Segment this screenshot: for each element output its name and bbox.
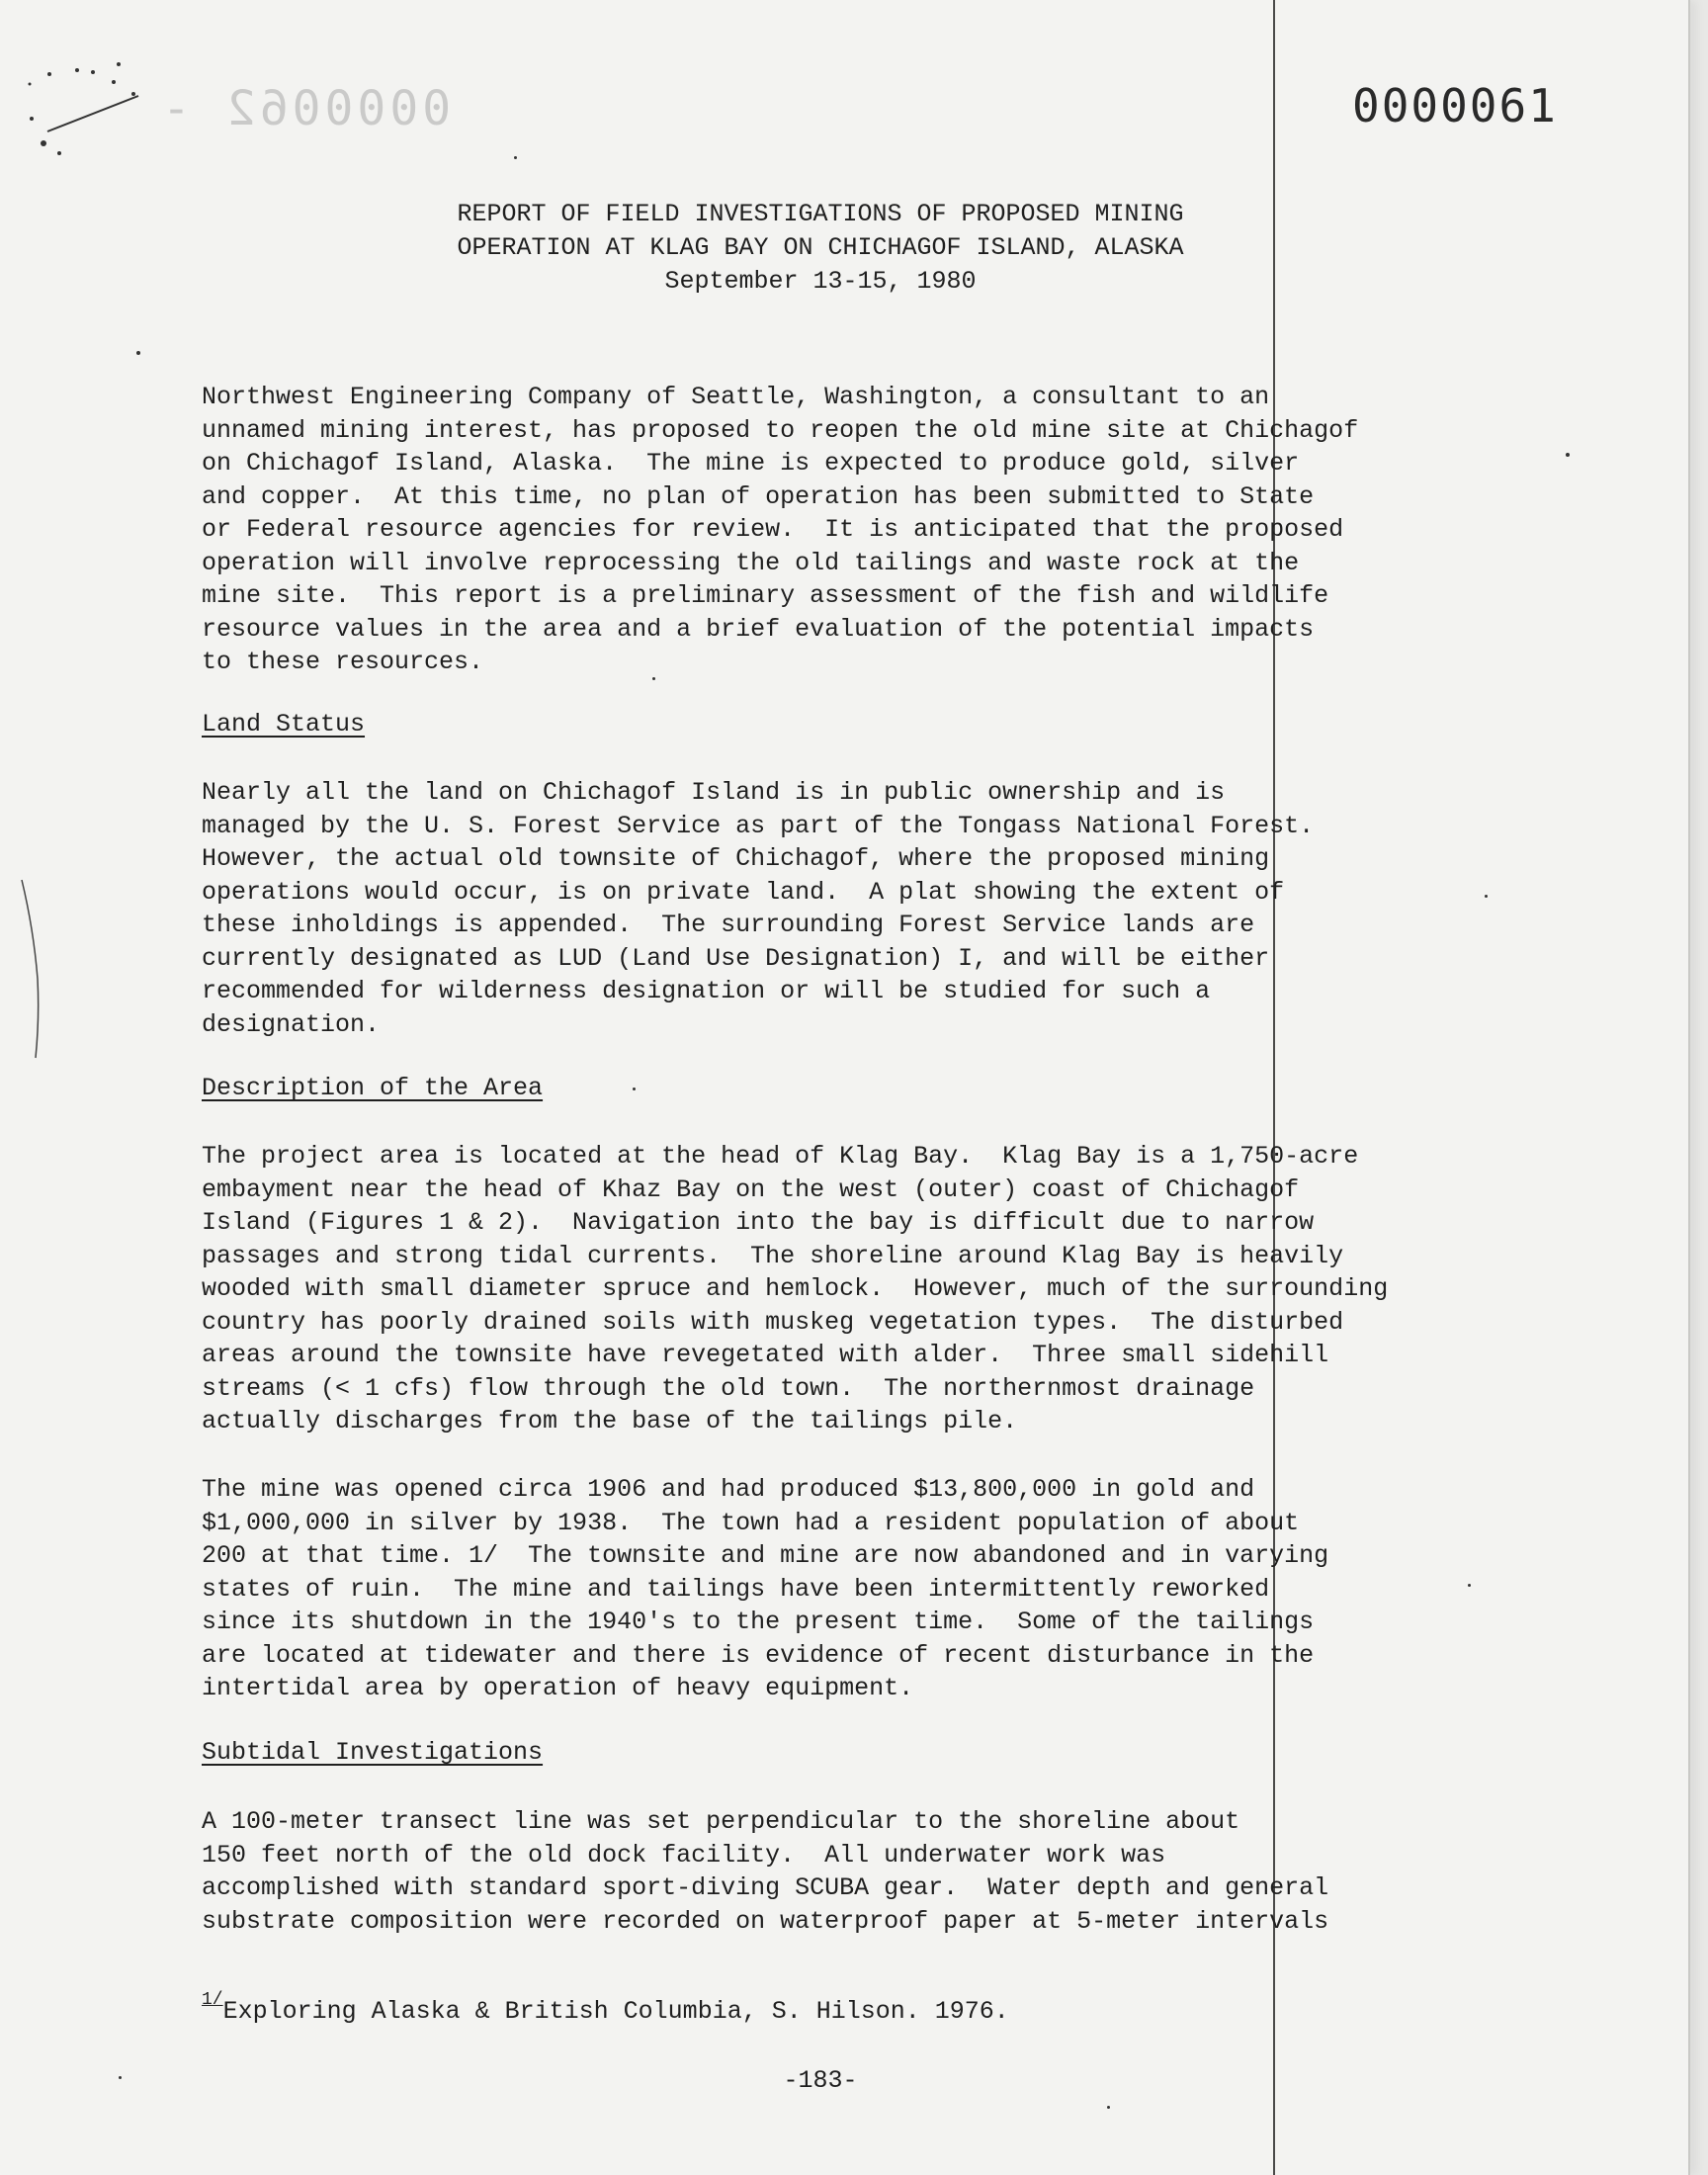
description-paragraph-1: The project area is located at the head of Klag Bay. Klag Bay is a 1,750-acre embayment near the head of Khaz Bay on the west (outer) coast of Chichagof Island (Figures 1 & 2). Navigation into the bay is difficult due to narrow passages and strong tidal currents. The shoreline around Klag Bay is heavily wooded with small diameter spruce and hemlock. However, much of the surrounding country has poorly drained soils with muskeg vegetation types. The disturbed areas around the townsite have revegetated with alder. Three small sidehill streams (< 1 cfs) flow through the old town. The northernmost drainage actually discharges from the base of the tailings pile. <box>202 1142 1389 1436</box>
subtidal-heading: Subtidal Investigations <box>202 1738 544 1767</box>
ghost-document-number: 0000062 - <box>158 81 452 136</box>
footnote-text: Exploring Alaska & British Columbia, S. Hilson. 1976. <box>222 1997 1009 2026</box>
title-date: September 13-15, 1980 <box>664 267 977 296</box>
description-heading: Description of the Area <box>202 1074 544 1102</box>
page-number: -183- <box>783 2066 858 2095</box>
description-paragraph-2: The mine was opened circa 1906 and had produced $13,800,000 in gold and $1,000,000 in silver by 1938. The town had a resident population of about 200 at that time. 1/ The townsite and mine are now abandoned and in varying states of ruin. The mine and tailings have been intermittently reworked since its shutdown in the 1940's to the present time. Some of the tailings are located at tidewater and there is evidence of recent disturbance in the intertidal area by operation of heavy equipment. <box>202 1475 1329 1702</box>
scan-speck <box>136 351 140 355</box>
intro-paragraph: Northwest Engineering Company of Seattle, Washington, a consultant to an unnamed mining interest, has proposed to reopen the old mine site at Chichagof on Chichagof Island, Alaska. The mine is expected to produce gold, silver and copper. At this time, no plan of operation has been submitted to State or Federal resource agencies for review. It is anticipated that the proposed operation will involve reprocessing the old tailings and waste rock at the mine site. This report is a preliminary assessment of the fish and wildlife resource values in the area and a brief evaluation of the potential impacts to these resources. <box>202 383 1359 676</box>
land-status-paragraph: Nearly all the land on Chichagof Island is in public ownership and is managed by the U. S. Forest Service as part of the Tongass National Forest. However, the actual old townsite of Chichagof, where the proposed mining operations would occur, is on private land. A plat showing the extent of these inholdings is appended. The surrounding Forest Service lands are currently designated as LUD (Land Use Designation) I, and will be either recommended for wilderness designation or will be studied for such a designation. <box>202 778 1315 1039</box>
title-line-2: OPERATION AT KLAG BAY ON CHICHAGOF ISLAND, ALASKA <box>457 233 1184 262</box>
footnote <box>202 1990 1009 2026</box>
footnote-marker: 1/ <box>202 1990 223 2010</box>
scan-artifact-mark <box>20 54 148 163</box>
scan-speck <box>119 2076 122 2079</box>
scan-speck <box>1485 895 1488 898</box>
title-line-1: REPORT OF FIELD INVESTIGATIONS OF PROPOSED MINING <box>457 200 1184 228</box>
scan-speck <box>652 677 655 680</box>
scan-speck <box>633 1088 636 1090</box>
document-number: 0000061 <box>1352 79 1558 132</box>
scan-speck <box>1566 453 1570 457</box>
scan-speck <box>1107 2106 1110 2109</box>
scan-speck <box>1468 1584 1471 1587</box>
scan-edge-mark <box>20 870 49 1068</box>
subtidal-paragraph: A 100-meter transect line was set perpendicular to the shoreline about 150 feet north of the old dock facility. All underwater work was accomplished with standard sport-diving SCUBA gear. Water depth and general substrate composition were recorded on waterproof paper at 5-meter intervals <box>202 1807 1329 1936</box>
report-title <box>0 198 1641 299</box>
land-status-heading: Land Status <box>202 710 366 739</box>
scan-speck <box>514 156 517 159</box>
